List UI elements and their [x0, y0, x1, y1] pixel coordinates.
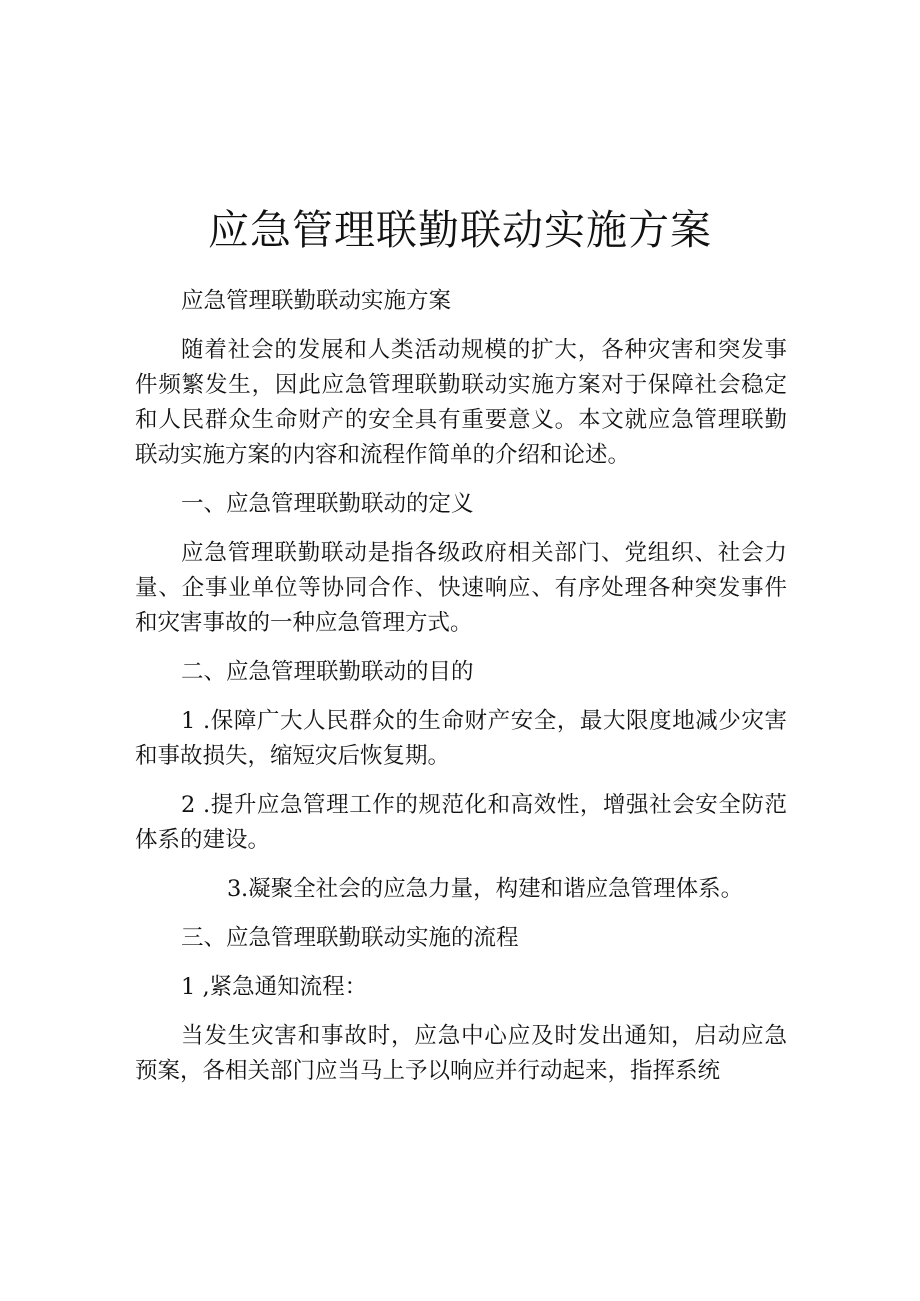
document-body	[135, 284, 787, 1103]
purpose-item-3	[135, 872, 787, 907]
process-item-1: 1 ,紧急通知流程：	[181, 974, 368, 1000]
process-paragraph: 当发生灾害和事故时，应急中心应及时发出通知，启动应急预案，各相关部门应当马上予以响应并行动起来，指挥系统	[135, 1023, 787, 1084]
subtitle-paragraph: 应急管理联勤联动实施方案	[181, 288, 452, 314]
purpose-item-1: 1 .保障广大人民群众的生命财产安全，最大限度地减少灾害和事故损失，缩短灾后恢复期。	[135, 708, 787, 769]
purpose-item-2: 2 .提升应急管理工作的规范化和高效性，增强社会安全防范体系的建设。	[135, 792, 787, 853]
purpose-item-3-number: 3	[227, 876, 242, 902]
section-heading-process: 三、应急管理联勤联动实施的流程	[181, 925, 519, 951]
section-heading-definition: 一、应急管理联勤联动的定义	[181, 491, 474, 517]
purpose-item-3-text: .凝聚全社会的应急力量，构建和谐应急管理体系。	[241, 876, 744, 902]
definition-paragraph: 应急管理联勤联动是指各级政府相关部门、党组织、社会力量、企事业单位等协同合作、快速响应、有序处理各种突发事件和灾害事故的一种应急管理方式。	[135, 540, 787, 636]
intro-paragraph: 随着社会的发展和人类活动规模的扩大，各种灾害和突发事件频繁发生，因此应急管理联勤联动实施方案对于保障社会稳定和人民群众生命财产的安全具有重要意义。本文就应急管理联勤联动实施方案的内容和流程作简单的介绍和论述。	[135, 337, 787, 468]
section-heading-purpose: 二、应急管理联勤联动的目的	[181, 659, 474, 685]
document-title: 应急管理联勤联动实施方案	[208, 206, 712, 254]
